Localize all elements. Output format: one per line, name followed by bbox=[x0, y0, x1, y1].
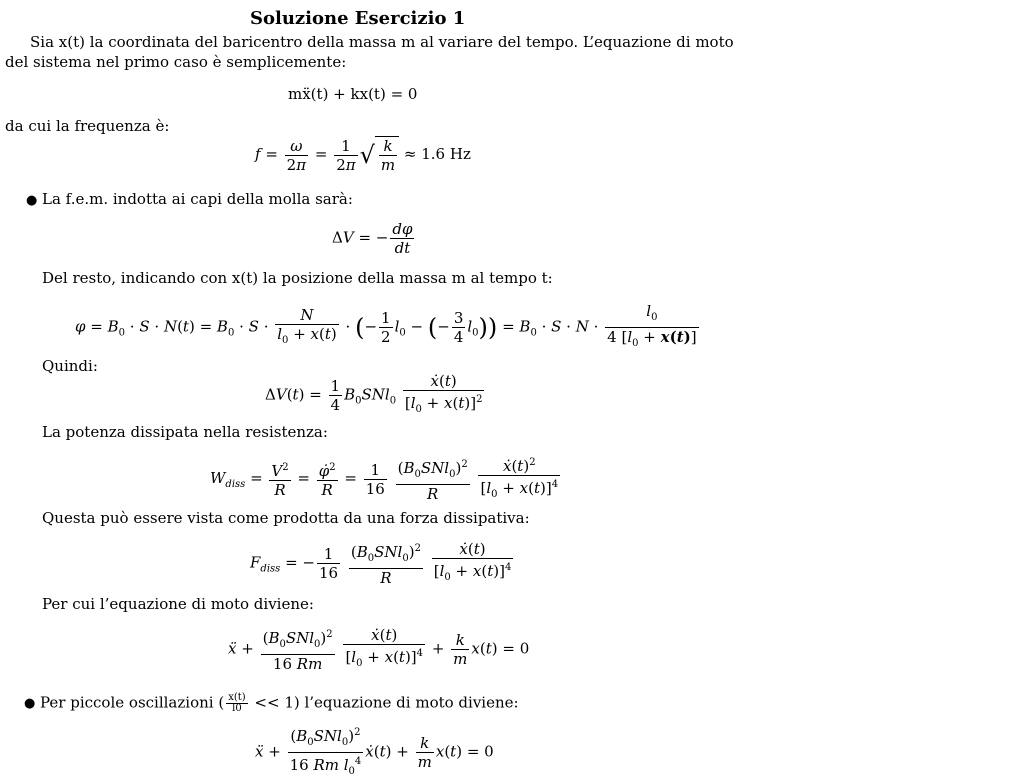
equation-f-diss: $F_{diss}$ = − $\frac{1}{16}$ $\frac{(B_0SNl_0)^2}{R}$ $\frac{\text{ẋ(t)}}{[l_0 + x(t)]^4}$ bbox=[250, 540, 512, 587]
equation-motion-damped: ẍ + $\frac{(B_0SNl_0)^2}{16 Rm}$ $\frac{\text{ẋ(t)}}{[l_0 + x(t)]^4}$ + $\frac{k}{m}$ x(t) = 0 bbox=[228, 626, 530, 673]
equation-fem: ΔV = − $\frac{d\varphi}{dt}$ bbox=[332, 220, 413, 257]
bullet-2-frac-den: l0 bbox=[232, 703, 242, 714]
equation-delta-v: ΔV(t) = $\frac{1}{4}$ $B_0SNl_0$ $\frac{\text{ẋ(t)}}{[l_0 + x(t)]^2}$ bbox=[265, 372, 483, 415]
bullet-icon: ● bbox=[26, 193, 38, 208]
potenza-text: La potenza dissipata nella resistenza: bbox=[42, 423, 328, 441]
equation-small-oscillations: ẍ + $\frac{(B_0SNl_0)^2}{16 Rm l_0^4}$ ẋ(t) + $\frac{k}{m}$ x(t) = 0 bbox=[255, 724, 494, 781]
bullet-1-text: La f.e.m. indotta ai capi della molla sarà: bbox=[42, 190, 353, 208]
frequency-value: 1.6 Hz bbox=[421, 145, 471, 163]
bullet-2-frac-num: x(t) bbox=[228, 692, 246, 703]
bullet-icon: ● bbox=[24, 696, 36, 711]
bullet-2-suffix: << 1) l’equazione di moto diviene: bbox=[249, 693, 519, 712]
bullet-2-text bbox=[40, 693, 519, 714]
equation-motion: mẍ(t) + kx(t) = 0 bbox=[288, 85, 418, 103]
frequency-intro: da cui la frequenza è: bbox=[5, 117, 170, 135]
equation-frequency: f = $\frac{\omega}{2\pi}$ = $\frac{1}{2\pi}$ √ $\frac{k}{m}$ ≈ 1.6 Hz bbox=[255, 136, 471, 174]
intro-line-2: del sistema nel primo caso è semplicemente: bbox=[5, 53, 347, 71]
forza-text: Questa può essere vista come prodotta da una forza dissipativa: bbox=[42, 509, 530, 527]
quindi-text: Quindi: bbox=[42, 357, 98, 375]
intro-line-1: Sia x(t) la coordinata del baricentro della massa m al variare del tempo. L’equazione di moto bbox=[30, 33, 734, 51]
equation-w-diss: $W_{diss}$ = $\frac{V^2}{R}$ = $\frac{\varphi̇^2}{R}$ = $\frac{1}{16}$ $\frac{(B_0SNl_0)^2}{R}$ $\frac{ẋ(t)^2}{[l_0 + x(t)]^4}$ bbox=[210, 454, 562, 504]
page-title: Soluzione Esercizio 1 bbox=[250, 8, 466, 29]
equation-flux: $\varphi = B_0 \cdot S \cdot N(t) = B_0 \cdot S$ · $\frac{N}{l_0 + x(t)}$ · (− $\frac{1}{2}$ $l_0$ − (− $\frac{3}{4}$ $l_0)) = B_0 \cdot S \cdot N$ · $\frac{l_0}{4 [l_0 + x(t)]}$ bbox=[75, 302, 697, 349]
del-resto-text: Del resto, indicando con x(t) la posizione della massa m al tempo t: bbox=[42, 269, 553, 287]
per-cui-text: Per cui l’equazione di moto diviene: bbox=[42, 595, 314, 613]
bullet-2-prefix: Per piccole oscillazioni ( bbox=[40, 693, 225, 712]
